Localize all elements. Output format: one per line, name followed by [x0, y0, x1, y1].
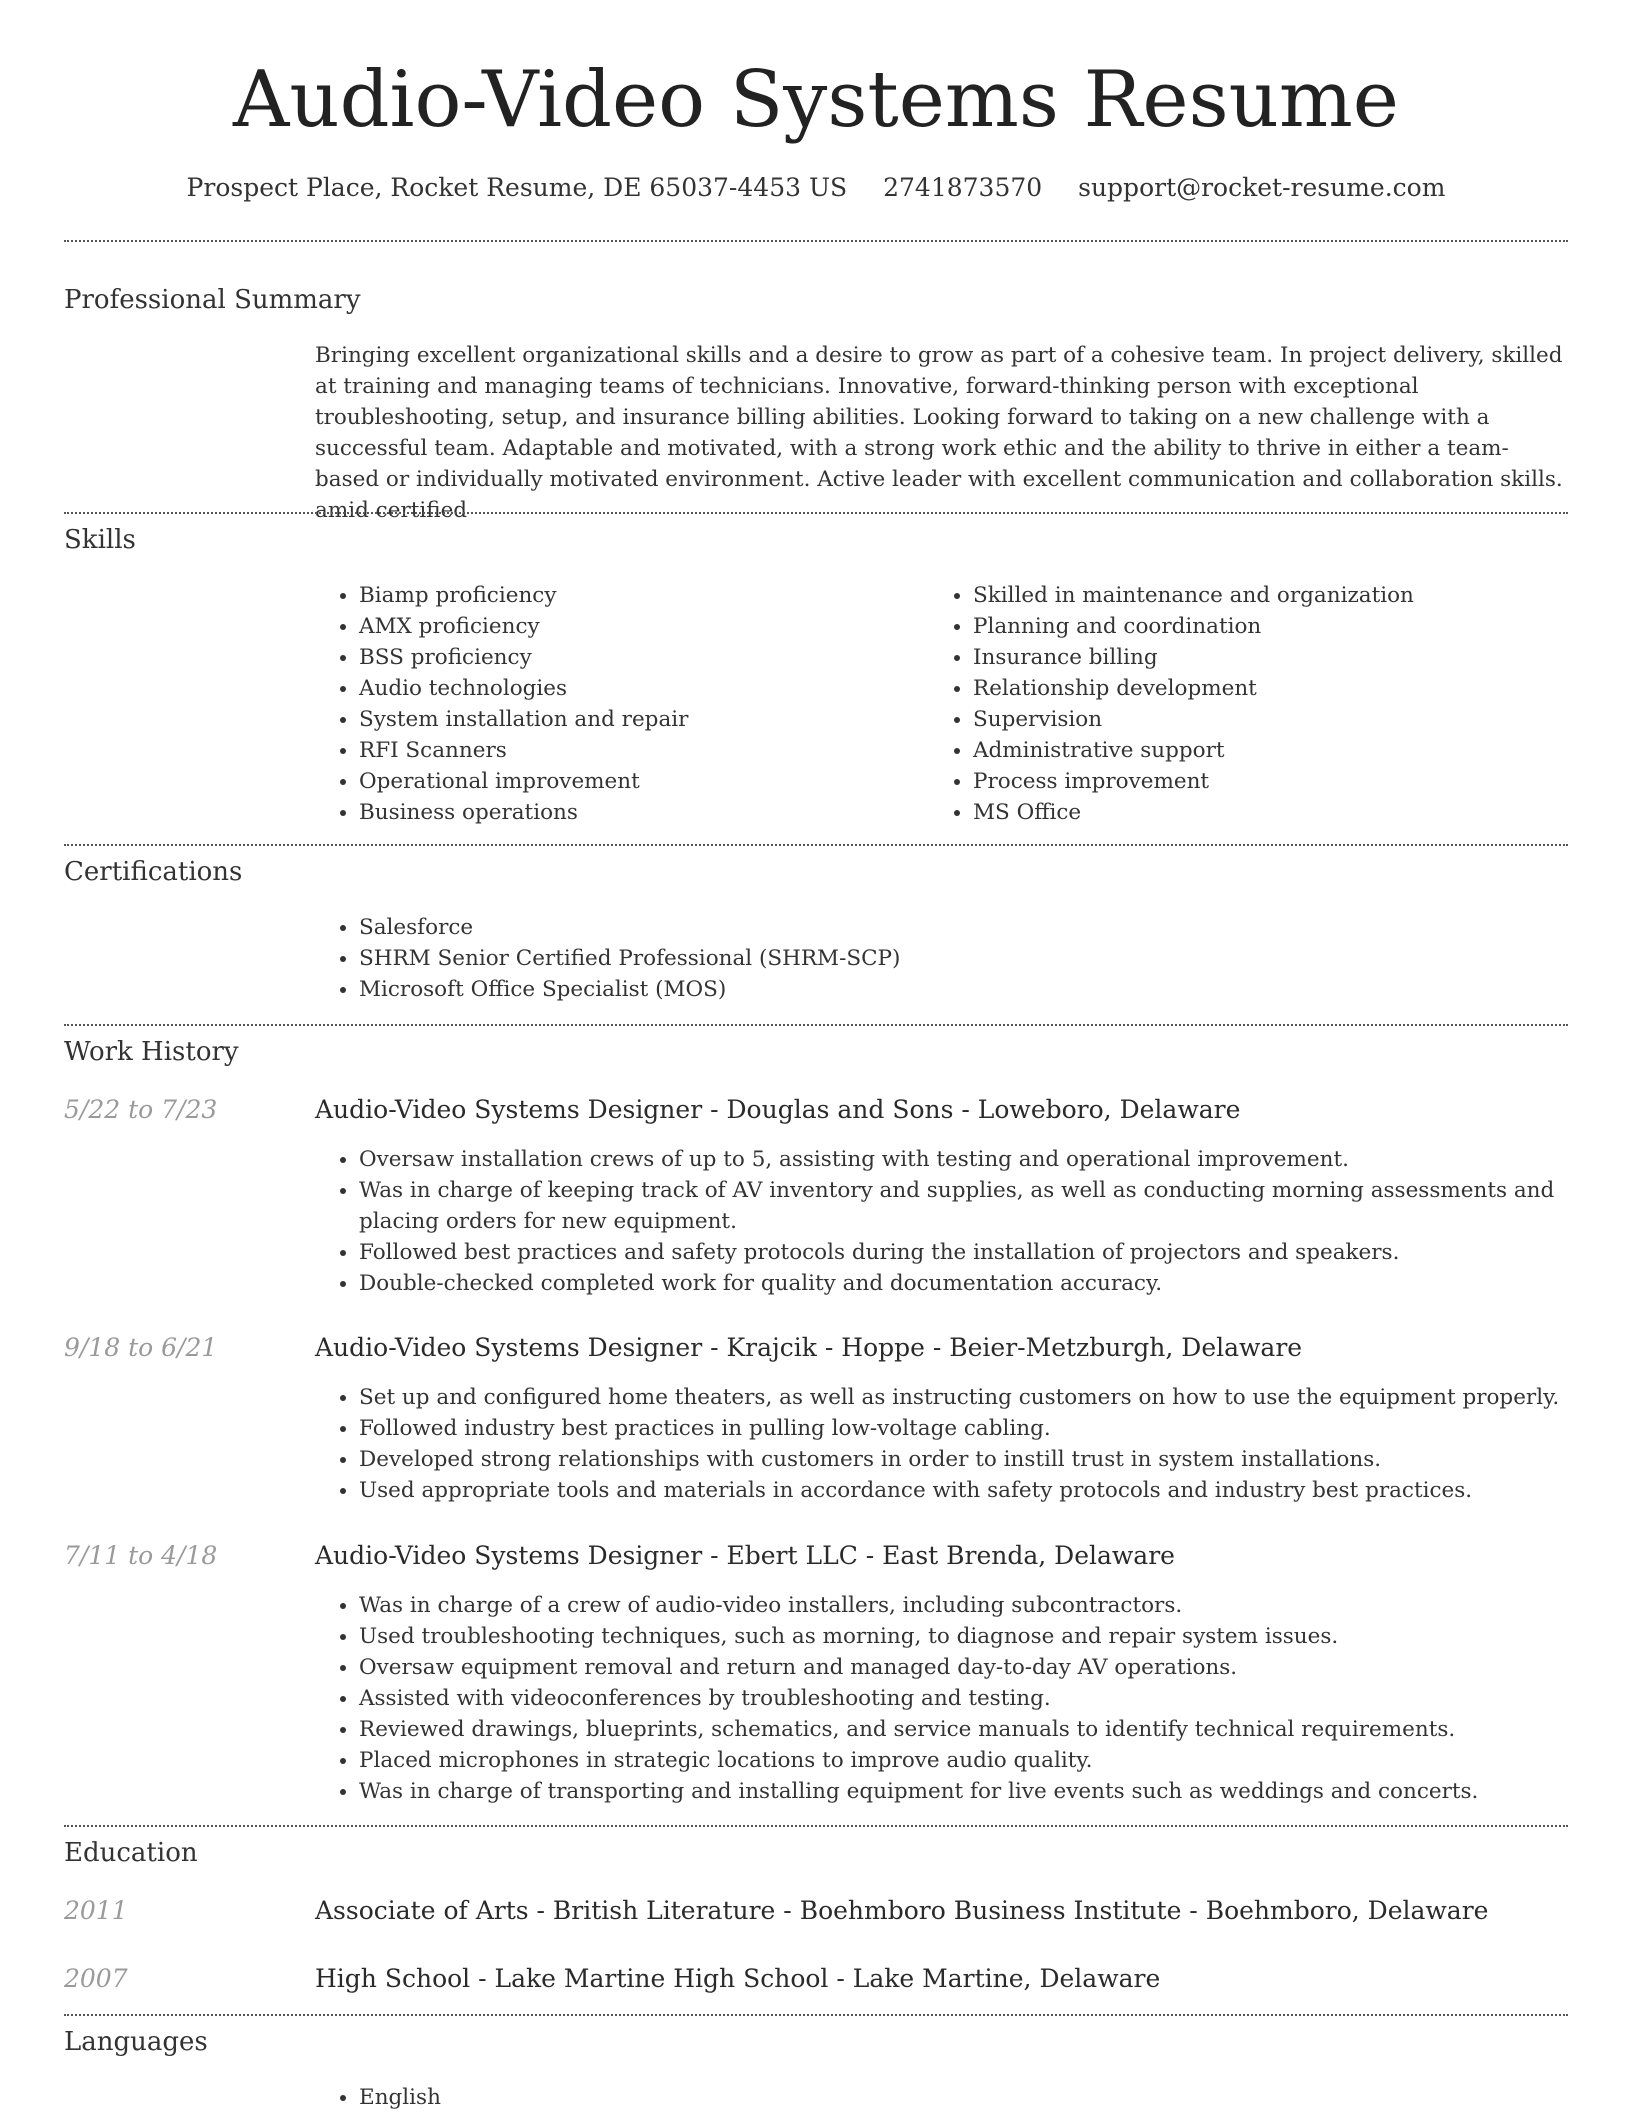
skill-item: • MS Office: [973, 797, 1613, 828]
languages-list: [315, 2082, 959, 2113]
skill-item: • Process improvement: [973, 766, 1613, 797]
job-bullet: • Set up and configured home theaters, as well as instructing customers on how to use the equipment properly.: [359, 1382, 1609, 1413]
language-item: • English: [359, 2082, 959, 2113]
job-bullet: • Double-checked completed work for quality and documentation accuracy.: [359, 1268, 1609, 1299]
job-bullet: • Placed microphones in strategic locations to improve audio quality.: [359, 1745, 1609, 1776]
contact-address: Prospect Place, Rocket Resume, DE 65037-4453 US: [186, 173, 848, 202]
job-bullets: [315, 1382, 1609, 1506]
education-year: 2007: [64, 1964, 128, 1993]
section-divider: [64, 512, 1568, 514]
job-bullet: • Was in charge of keeping track of AV inventory and supplies, as well as conducting morning assessments and placing orders for new equipment.: [359, 1175, 1609, 1237]
job-bullet: • Was in charge of transporting and installing equipment for live events such as weddings and concerts.: [359, 1776, 1609, 1807]
certification-item: • Microsoft Office Specialist (MOS): [359, 974, 1559, 1005]
skill-item: • Biamp proficiency: [359, 580, 929, 611]
resume-title: Audio-Video Systems Resume: [233, 55, 1399, 145]
certification-item: • SHRM Senior Certified Professional (SHRM-SCP): [359, 943, 1559, 974]
section-divider: [64, 2014, 1568, 2016]
job-bullets: [315, 1590, 1609, 1807]
skill-item: • Audio technologies: [359, 673, 929, 704]
skill-item: • Insurance billing: [973, 642, 1613, 673]
skill-item: • Skilled in maintenance and organization: [973, 580, 1613, 611]
contact-line: [0, 170, 1632, 206]
section-heading-education: Education: [64, 1838, 198, 1868]
section-heading-summary: Professional Summary: [64, 285, 361, 315]
job-bullet: • Assisted with videoconferences by troubleshooting and testing.: [359, 1683, 1609, 1714]
section-heading-work: Work History: [64, 1037, 239, 1067]
skill-item: • Supervision: [973, 704, 1613, 735]
section-divider: [64, 240, 1568, 242]
skill-item: • RFI Scanners: [359, 735, 929, 766]
job-bullet: • Oversaw installation crews of up to 5, assisting with testing and operational improvement.: [359, 1144, 1609, 1175]
job-bullet: • Reviewed drawings, blueprints, schematics, and service manuals to identify technical requirements.: [359, 1714, 1609, 1745]
job-bullet: • Followed industry best practices in pulling low-voltage cabling.: [359, 1413, 1609, 1444]
skill-item: • Administrative support: [973, 735, 1613, 766]
skill-item: • AMX proficiency: [359, 611, 929, 642]
skill-item: • Business operations: [359, 797, 929, 828]
section-divider: [64, 844, 1568, 846]
skills-list-right: [929, 580, 1613, 828]
certification-item: • Salesforce: [359, 912, 1559, 943]
skill-item: • Planning and coordination: [973, 611, 1613, 642]
section-divider: [64, 1024, 1568, 1026]
job-bullet: • Developed strong relationships with customers in order to instill trust in system installations.: [359, 1444, 1609, 1475]
skill-item: • BSS proficiency: [359, 642, 929, 673]
job-dates: 5/22 to 7/23: [64, 1095, 218, 1124]
job-title: Audio-Video Systems Designer - Krajcik - Hoppe - Beier-Metzburgh, Delaware: [315, 1333, 1303, 1362]
education-year: 2011: [64, 1896, 128, 1925]
job-bullet: • Was in charge of a crew of audio-video installers, including subcontractors.: [359, 1590, 1609, 1621]
section-divider: [64, 1825, 1568, 1827]
contact-email[interactable]: support@rocket-resume.com: [1078, 173, 1446, 202]
section-heading-certifications: Certifications: [64, 857, 243, 887]
job-title: Audio-Video Systems Designer - Ebert LLC - East Brenda, Delaware: [315, 1541, 1175, 1570]
job-bullets: [315, 1144, 1609, 1299]
contact-phone: 2741873570: [883, 173, 1043, 202]
job-bullet: • Followed best practices and safety protocols during the installation of projectors and speakers.: [359, 1237, 1609, 1268]
skill-item: • System installation and repair: [359, 704, 929, 735]
job-bullet: • Used troubleshooting techniques, such as morning, to diagnose and repair system issues.: [359, 1621, 1609, 1652]
education-entry: Associate of Arts - British Literature - Boehmboro Business Institute - Boehmboro, Delaware: [315, 1896, 1489, 1925]
job-bullet: • Oversaw equipment removal and return and managed day-to-day AV operations.: [359, 1652, 1609, 1683]
skill-item: • Operational improvement: [359, 766, 929, 797]
section-heading-languages: Languages: [64, 2027, 208, 2057]
skills-list-left: [315, 580, 929, 828]
skill-item: • Relationship development: [973, 673, 1613, 704]
section-heading-skills: Skills: [64, 525, 136, 555]
job-dates: 9/18 to 6/21: [64, 1333, 218, 1362]
summary-text: Bringing excellent organizational skills and a desire to grow as part of a cohesive team. In project delivery, skilled at training and managing teams of technicians. Innovative, forward-thinking person with exceptional troubleshooting, setup, and insurance billing abilities. Looking forward to taking on a new challenge with a successful team. Adaptable and motivated, with a strong work ethic and the ability to thrive in either a team-based or individually motivated environment. Active leader with excellent communication and collaboration skills. amid certified: [315, 343, 1563, 523]
job-bullet: • Used appropriate tools and materials in accordance with safety protocols and industry best practices.: [359, 1475, 1609, 1506]
certifications-list: [315, 912, 1559, 1005]
education-entry: High School - Lake Martine High School - Lake Martine, Delaware: [315, 1964, 1161, 1993]
job-title: Audio-Video Systems Designer - Douglas and Sons - Loweboro, Delaware: [315, 1095, 1241, 1124]
job-dates: 7/11 to 4/18: [64, 1541, 218, 1570]
